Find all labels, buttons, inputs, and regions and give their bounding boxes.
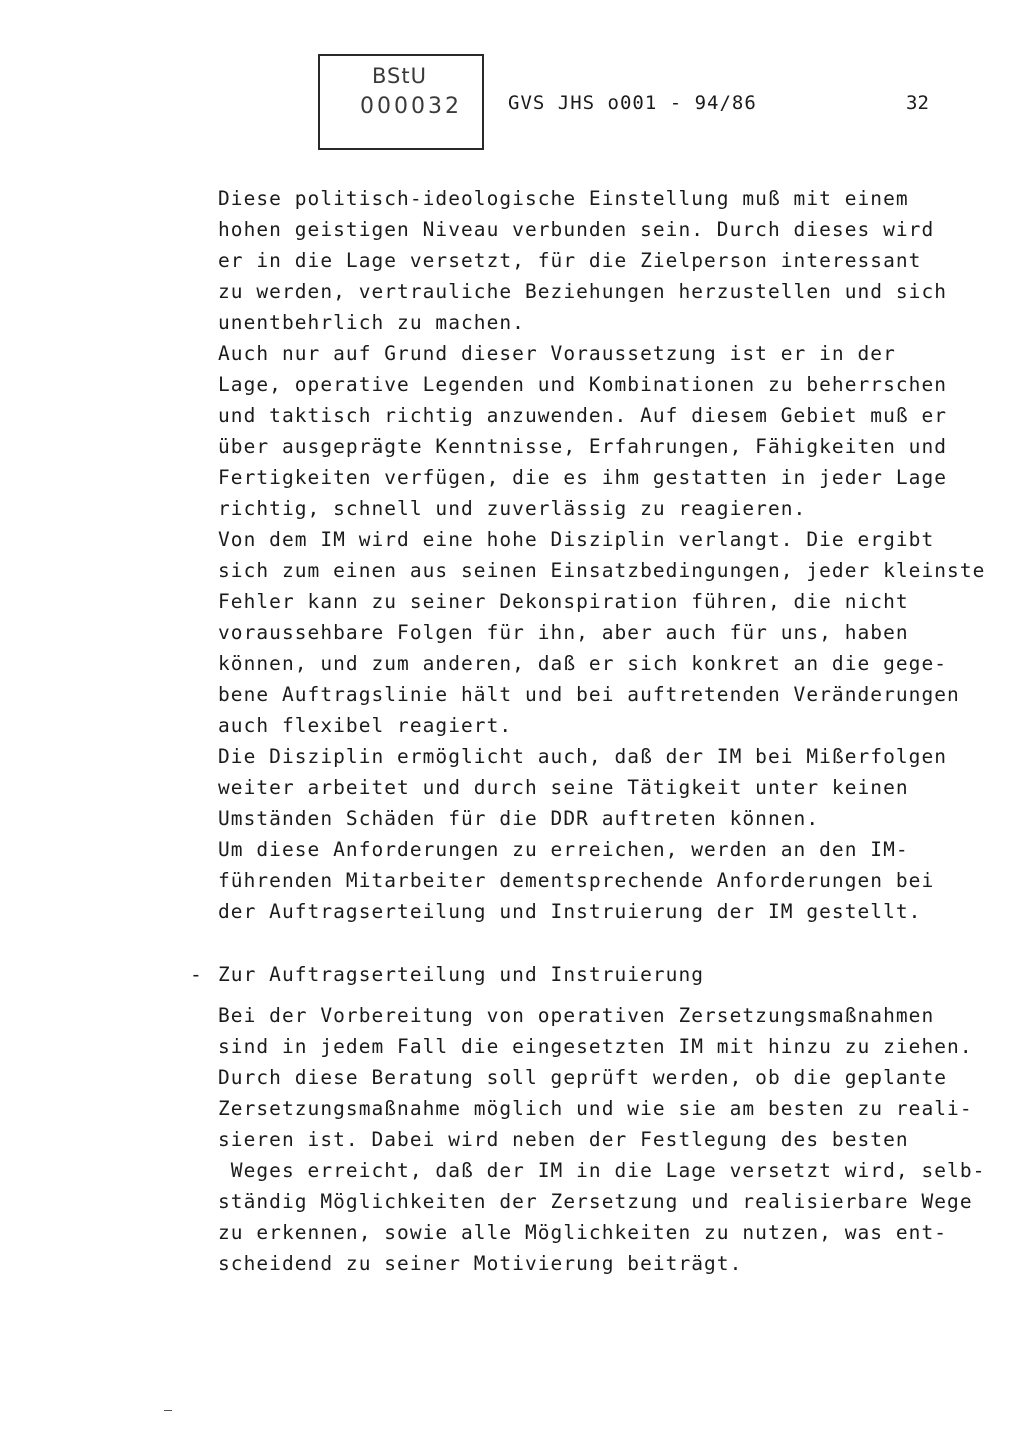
- text-line: Bei der Vorbereitung von operativen Zersetzungsmaßnahmen: [218, 1004, 935, 1027]
- stamp-label: BStU: [372, 64, 427, 88]
- text-line: voraussehbare Folgen für ihn, aber auch für uns, haben: [218, 621, 909, 644]
- text-line: scheidend zu seiner Motivierung beiträgt.: [218, 1252, 743, 1275]
- archive-stamp: [318, 54, 484, 150]
- page-number: 32: [906, 92, 929, 114]
- text-line: weiter arbeitet und durch seine Tätigkeit unter keinen: [218, 776, 909, 799]
- text-line: unentbehrlich zu machen.: [218, 311, 525, 334]
- stamp-number: 000032: [360, 94, 462, 119]
- text-line: Umständen Schäden für die DDR auftreten können.: [218, 807, 820, 830]
- text-line: führenden Mitarbeiter dementsprechende Anforderungen bei: [218, 869, 935, 892]
- text-line: Auch nur auf Grund dieser Voraussetzung ist er in der: [218, 342, 896, 365]
- text-line: können, und zum anderen, daß er sich konkret an die gege-: [218, 652, 948, 675]
- scan-artifact: [164, 1410, 172, 1411]
- text-line: zu erkennen, sowie alle Möglichkeiten zu nutzen, was ent-: [218, 1221, 948, 1244]
- text-line: Fehler kann zu seiner Dekonspiration führen, die nicht: [218, 590, 909, 613]
- text-line: er in die Lage versetzt, für die Zielperson interessant: [218, 249, 922, 272]
- text-line: richtig, schnell und zuverlässig zu reagieren.: [218, 497, 807, 520]
- text-line: ständig Möglichkeiten der Zersetzung und realisierbare Wege: [218, 1190, 973, 1213]
- text-line: sind in jedem Fall die eingesetzten IM mit hinzu zu ziehen.: [218, 1035, 973, 1058]
- text-line: sich zum einen aus seinen Einsatzbedingungen, jeder kleinste: [218, 559, 986, 582]
- text-line: der Auftragserteilung und Instruierung der IM gestellt.: [218, 900, 922, 923]
- text-line: bene Auftragslinie hält und bei auftretenden Veränderungen: [218, 683, 960, 706]
- text-line: hohen geistigen Niveau verbunden sein. Durch dieses wird: [218, 218, 935, 241]
- section-heading: Zur Auftragserteilung und Instruierung: [218, 963, 705, 986]
- text-line: Um diese Anforderungen zu erreichen, werden an den IM-: [218, 838, 909, 861]
- text-line: sieren ist. Dabei wird neben der Festlegung des besten: [218, 1128, 909, 1151]
- text-line: Von dem IM wird eine hohe Disziplin verlangt. Die ergibt: [218, 528, 935, 551]
- text-line: Fertigkeiten verfügen, die es ihm gestatten in jeder Lage: [218, 466, 948, 489]
- text-line: zu werden, vertrauliche Beziehungen herzustellen und sich: [218, 280, 948, 303]
- text-line: Durch diese Beratung soll geprüft werden, ob die geplante: [218, 1066, 948, 1089]
- text-line: über ausgeprägte Kenntnisse, Erfahrungen, Fähigkeiten und: [218, 435, 948, 458]
- text-line: auch flexibel reagiert.: [218, 714, 513, 737]
- text-line: Diese politisch-ideologische Einstellung muß mit einem: [218, 187, 909, 210]
- text-line: Zersetzungsmaßnahme möglich und wie sie am besten zu reali-: [218, 1097, 973, 1120]
- text-line: und taktisch richtig anzuwenden. Auf diesem Gebiet muß er: [218, 404, 948, 427]
- text-line: Lage, operative Legenden und Kombinationen zu beherrschen: [218, 373, 948, 396]
- text-line: Weges erreicht, daß der IM in die Lage versetzt wird, selb-: [218, 1159, 986, 1182]
- section-bullet-dash: -: [190, 963, 202, 986]
- document-reference: GVS JHS o001 - 94/86: [508, 92, 757, 114]
- text-line: Die Disziplin ermöglicht auch, daß der IM bei Mißerfolgen: [218, 745, 948, 768]
